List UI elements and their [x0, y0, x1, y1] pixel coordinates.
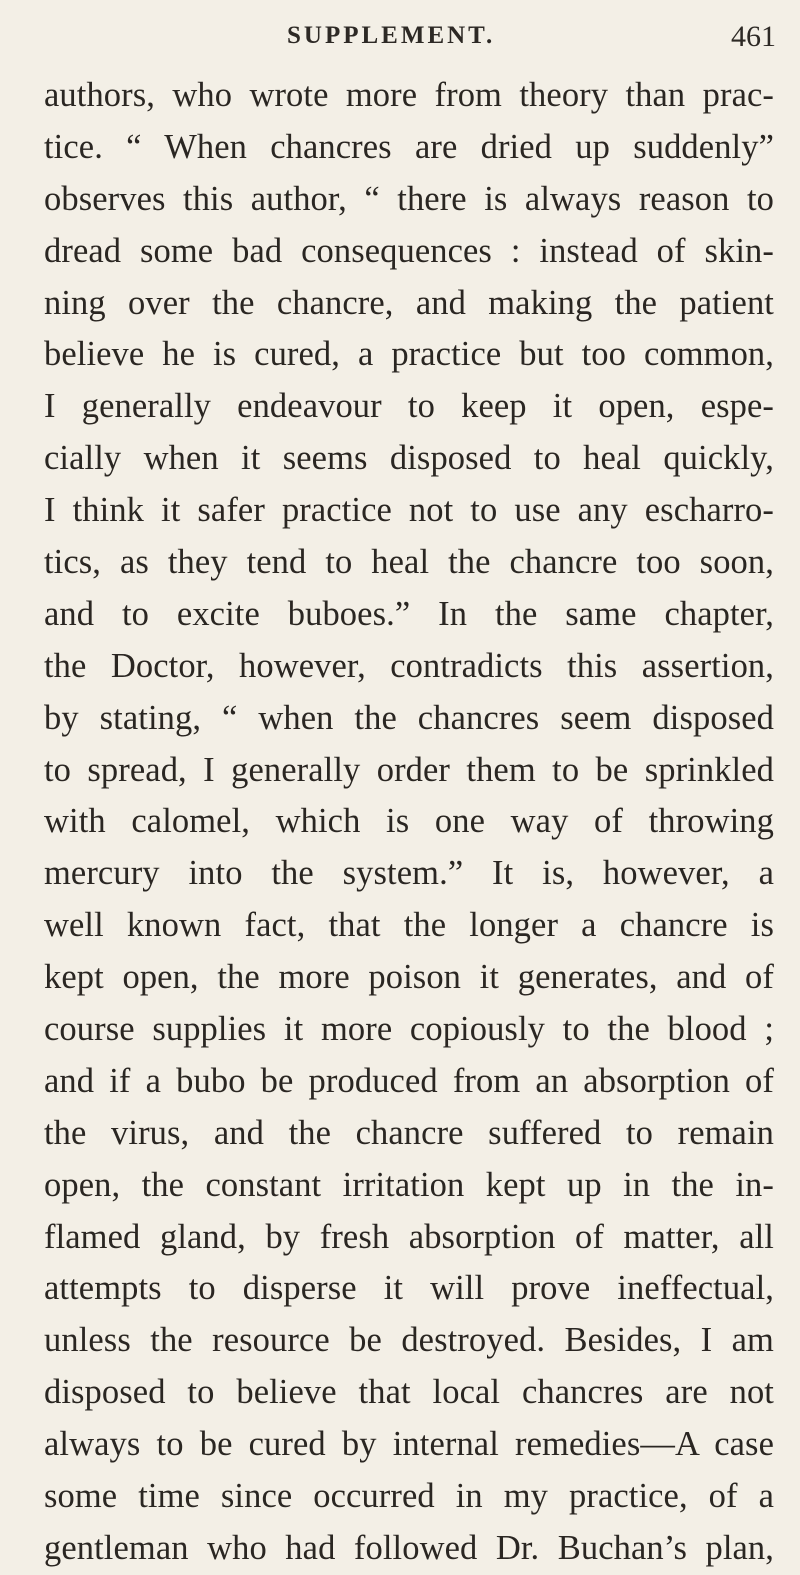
- text-line-11: and to excite buboes.” In the same chapter,: [44, 594, 774, 633]
- text-line-26: disposed to believe that local chancres are not: [44, 1373, 774, 1412]
- text-line-20: and if a bubo be produced from an absorption of: [44, 1061, 774, 1100]
- text-line-3: observes this author, “ there is always reason to: [44, 179, 774, 218]
- text-line-18: kept open, the more poison it generates, and of: [44, 958, 774, 997]
- text-line-19: course supplies it more copiously to the blood ;: [44, 1010, 774, 1049]
- text-line-16: mercury into the system.” It is, however, a: [44, 854, 774, 893]
- text-line-25: unless the resource be destroyed. Besides, I am: [44, 1321, 774, 1360]
- text-line-9: I think it safer practice not to use any escharro-: [44, 491, 774, 530]
- text-line-2: tice. “ When chancres are dried up suddenly”: [44, 127, 774, 166]
- text-line-22: open, the constant irritation kept up in the in-: [44, 1165, 774, 1204]
- text-line-14: to spread, I generally order them to be sprinkled: [44, 750, 774, 789]
- text-line-1: authors, who wrote more from theory than prac-: [44, 76, 774, 114]
- running-head: [0, 20, 800, 54]
- page-number: 461: [731, 20, 776, 53]
- text-line-17: well known fact, that the longer a chancre is: [44, 906, 774, 945]
- text-line-8: cially when it seems disposed to heal quickly,: [44, 439, 774, 478]
- text-line-24: attempts to disperse it will prove ineffectual,: [44, 1269, 774, 1308]
- text-line-23: flamed gland, by fresh absorption of matter, all: [44, 1217, 774, 1256]
- text-line-28: some time since occurred in my practice, of a: [44, 1477, 774, 1516]
- text-line-13: by stating, “ when the chancres seem disposed: [44, 698, 774, 737]
- text-line-10: tics, as they tend to heal the chancre too soon,: [44, 543, 774, 582]
- body-text: [44, 70, 774, 1575]
- text-line-29: gentleman who had followed Dr. Buchan’s plan,: [44, 1528, 774, 1567]
- text-line-4: dread some bad consequences : instead of skin-: [44, 231, 774, 270]
- text-line-21: the virus, and the chancre suffered to remain: [44, 1113, 774, 1152]
- text-line-6: believe he is cured, a practice but too common,: [44, 335, 774, 374]
- running-title: SUPPLEMENT.: [287, 22, 496, 49]
- text-line-12: the Doctor, however, contradicts this assertion,: [44, 646, 774, 685]
- text-line-7: I generally endeavour to keep it open, espe-: [44, 387, 774, 426]
- text-line-15: with calomel, which is one way of throwing: [44, 802, 774, 841]
- text-line-5: ning over the chancre, and making the patient: [44, 283, 774, 322]
- text-line-27: always to be cured by internal remedies—A case: [44, 1425, 774, 1464]
